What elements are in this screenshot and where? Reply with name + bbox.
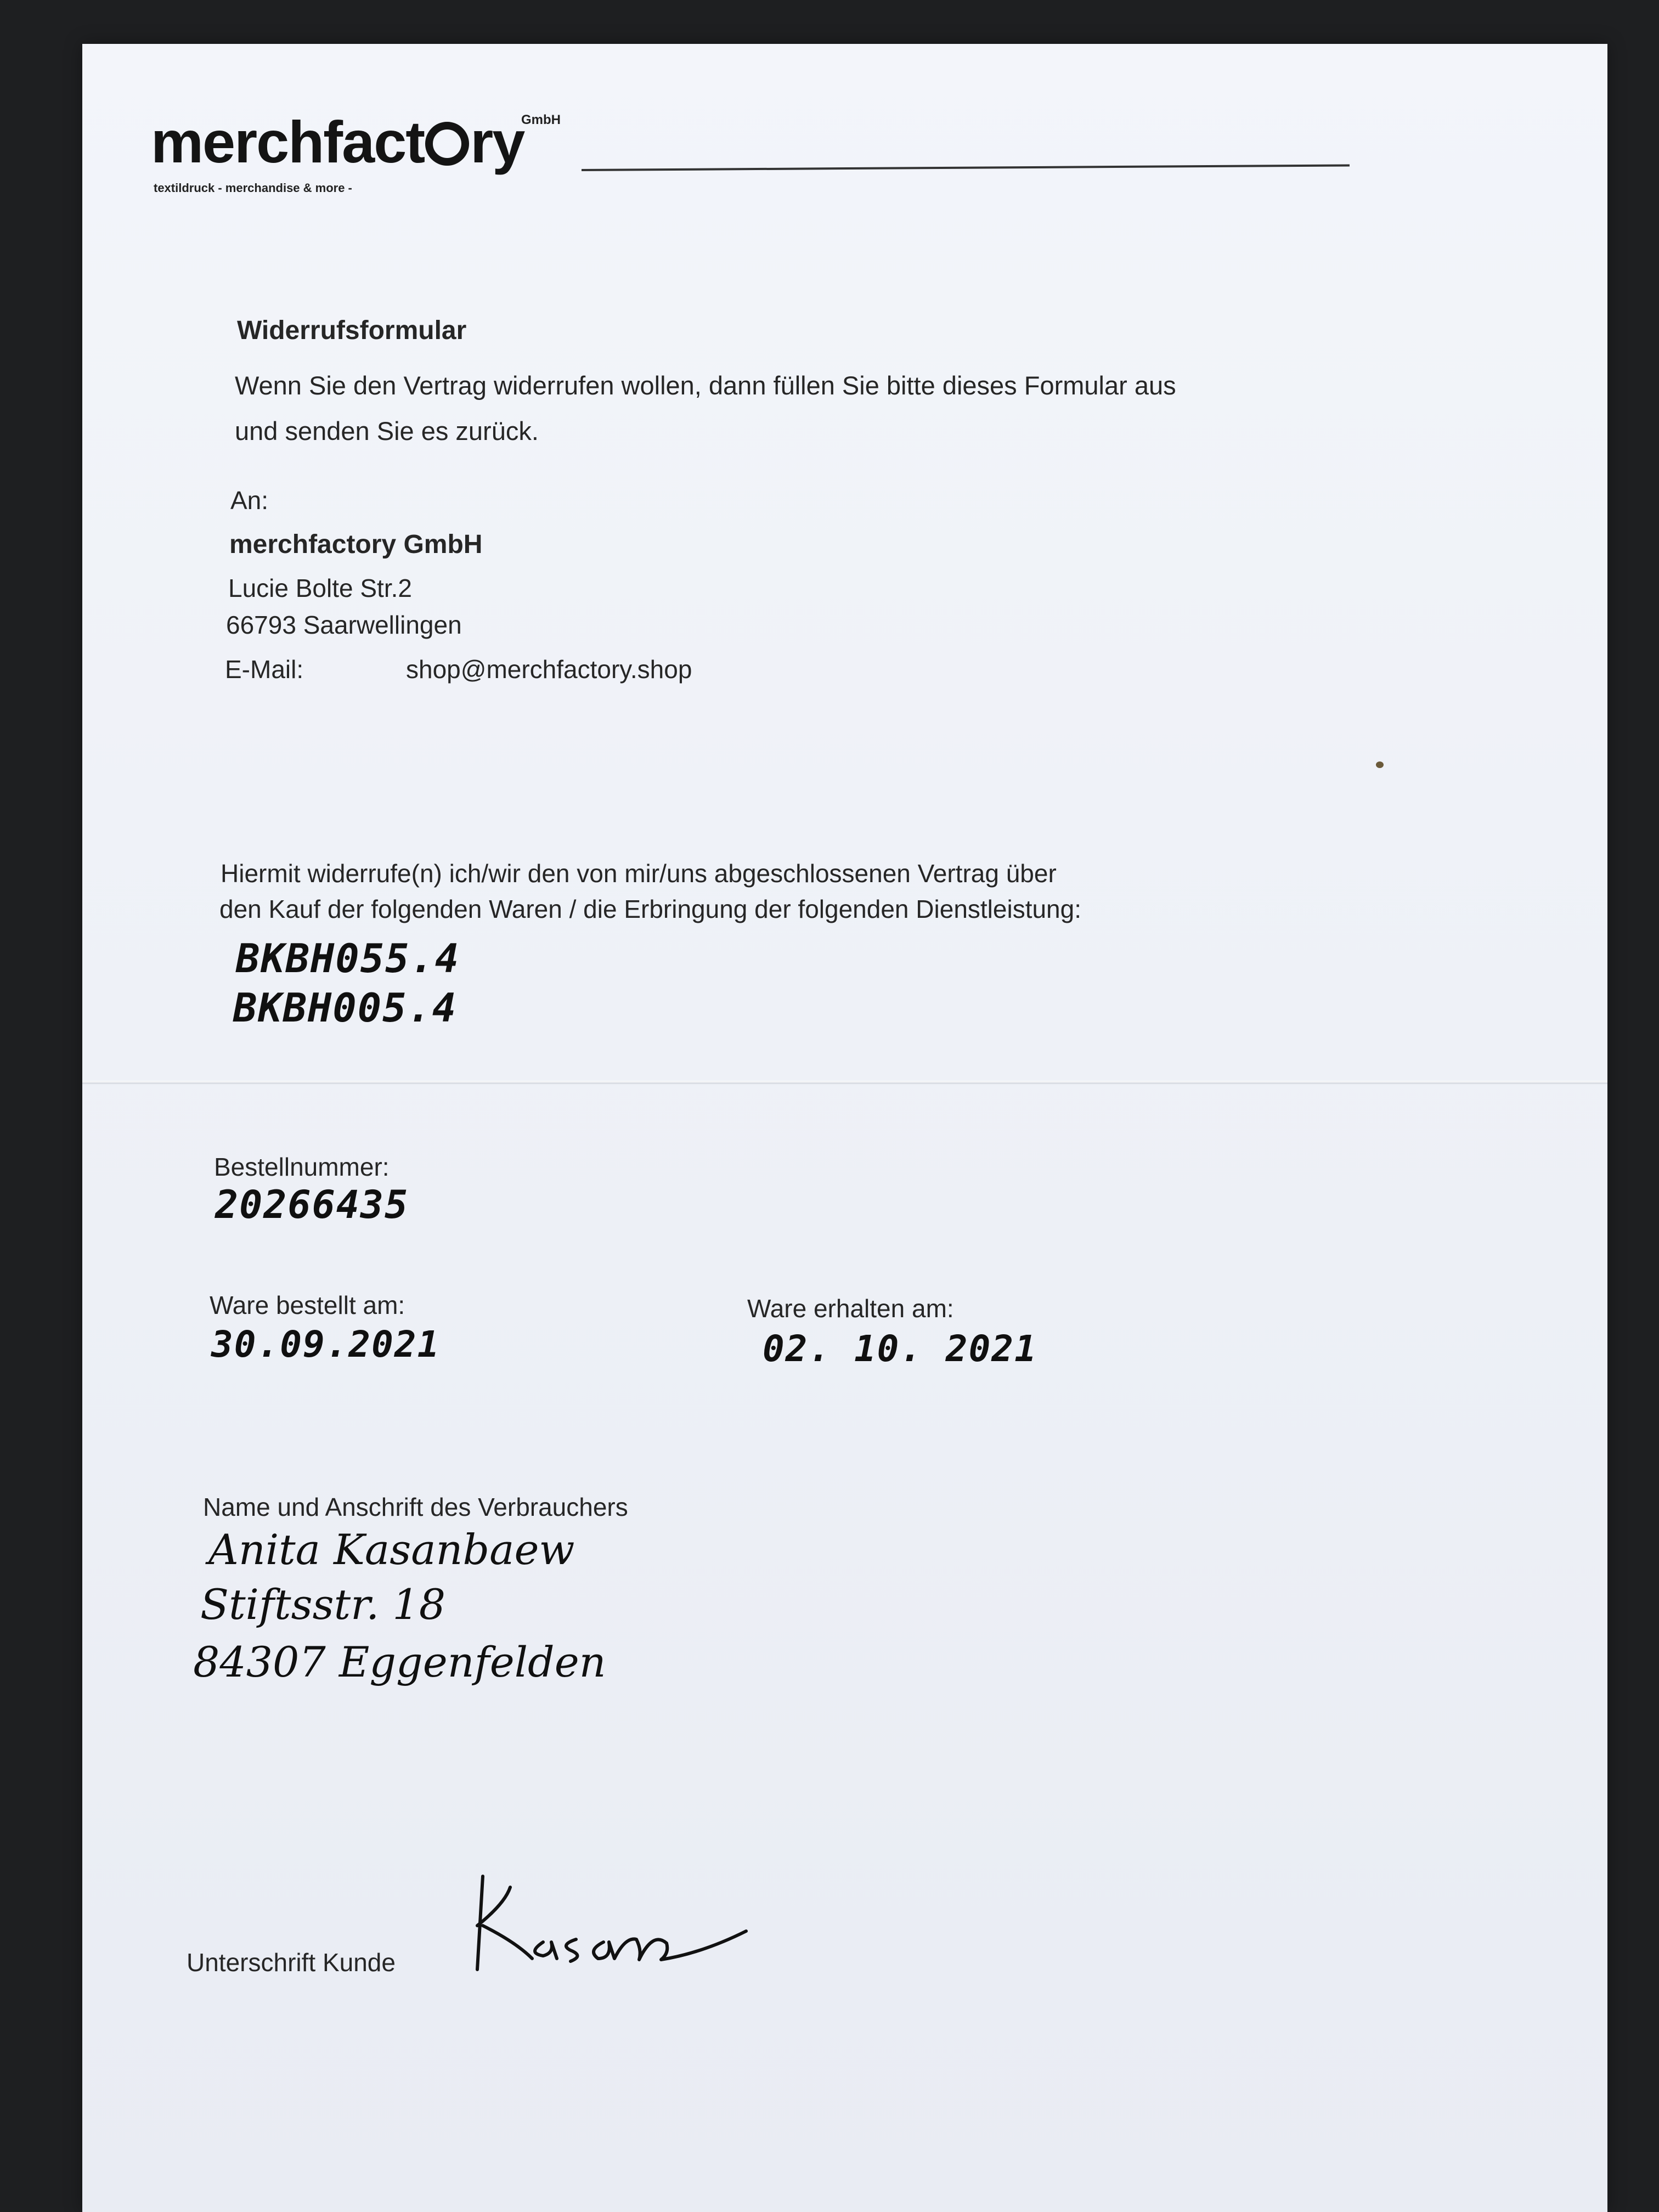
paper-fold-crease: [82, 1081, 1607, 1084]
consumer-name: Anita Kasanbaew: [208, 1525, 575, 1574]
signature-label: Unterschrift Kunde: [187, 1948, 396, 1977]
consumer-city: 84307 Eggenfelden: [193, 1638, 606, 1686]
intro-line-2: und senden Sie es zurück.: [235, 416, 539, 445]
form-title: Widerrufsformular: [237, 316, 467, 345]
withdrawn-item-2: BKBH005.4: [233, 985, 458, 1031]
recipient-email-label: E-Mail:: [225, 655, 304, 684]
received-date-label: Ware erhalten am:: [747, 1294, 954, 1323]
intro-line-1: Wenn Sie den Vertrag widerrufen wollen, dann füllen Sie bitte dieses Formular aus: [235, 371, 1176, 400]
recipient-company: merchfactory GmbH: [229, 530, 483, 559]
received-date: 02. 10. 2021: [763, 1328, 1037, 1370]
recipient-city: 66793 Saarwellingen: [226, 611, 462, 639]
ordered-date: 30.09.2021: [211, 1323, 441, 1365]
withdrawal-line-2: den Kauf der folgenden Waren / die Erbringung der folgenden Dienstleistung:: [219, 895, 1082, 923]
withdrawal-line-1: Hiermit widerrufe(n) ich/wir den von mir/uns abgeschlossenen Vertrag über: [221, 859, 1057, 888]
withdrawal-form-sheet: [82, 44, 1607, 2212]
customer-signature: [395, 1843, 757, 1986]
order-number-label: Bestellnummer:: [214, 1153, 390, 1181]
paper-speck: [1376, 761, 1384, 768]
gear-icon: [425, 122, 469, 166]
withdrawn-item-1: BKBH055.4: [236, 935, 460, 981]
merchfactory-logo: [151, 109, 524, 175]
ordered-date-label: Ware bestellt am:: [210, 1291, 405, 1319]
consumer-street: Stiftsstr. 18: [200, 1580, 446, 1629]
consumer-label: Name und Anschrift des Verbrauchers: [203, 1493, 628, 1521]
recipient-label: An:: [230, 486, 269, 515]
recipient-street: Lucie Bolte Str.2: [228, 574, 412, 602]
logo-tagline: textildruck - merchandise & more -: [154, 181, 352, 195]
recipient-email: shop@merchfactory.shop: [406, 655, 692, 684]
logo-text-end: ry: [470, 109, 524, 175]
order-number: 20266435: [215, 1182, 409, 1227]
logo-gmbh: GmbH: [521, 112, 561, 127]
logo-text-start: merchfact: [151, 109, 425, 175]
